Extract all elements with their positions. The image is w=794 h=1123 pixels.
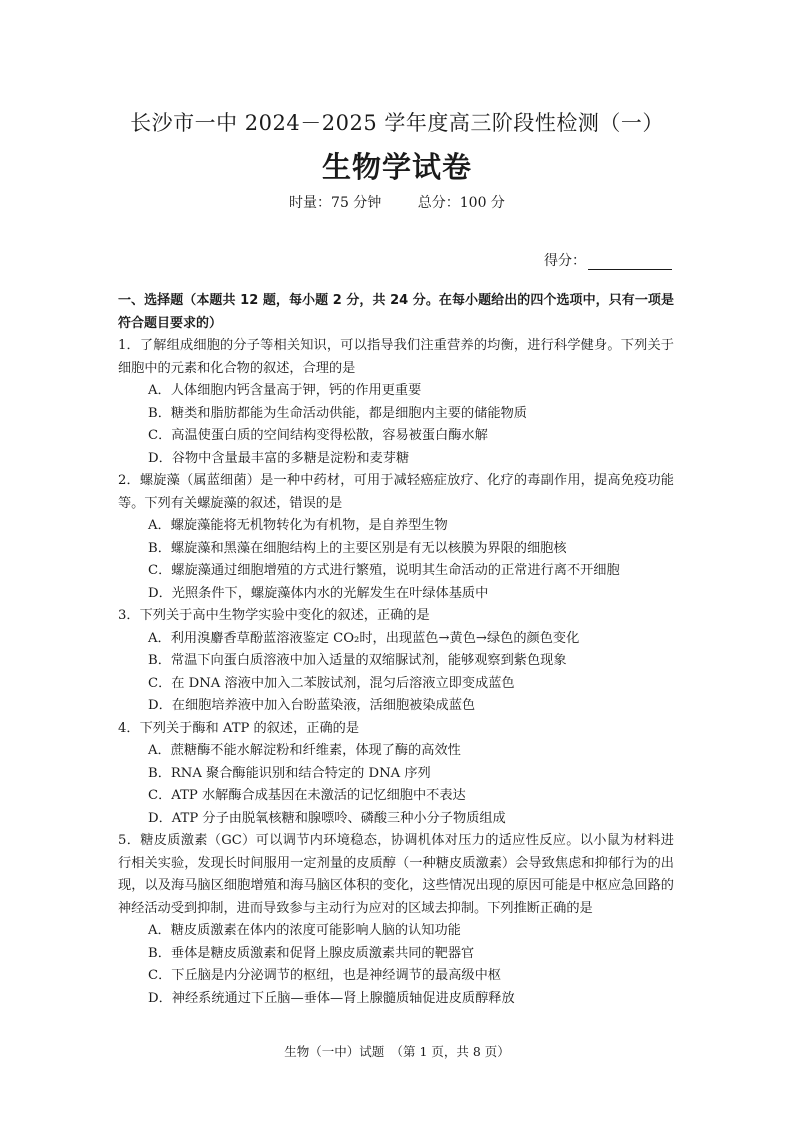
question-stem: 2．螺旋藻（属蓝细菌）是一种中药材，可用于减轻癌症放疗、化疗的毒副作用，提高免疫功能等。下列有关螺旋藻的叙述，错误的是: [118, 473, 674, 511]
question-4: [118, 718, 674, 831]
exam-meta: [0, 192, 794, 212]
question-stem: 3．下列关于高中生物学实验中变化的叙述，正确的是: [118, 608, 430, 623]
question-2: [118, 470, 674, 605]
option-c: C．在 DNA 溶液中加入二苯胺试剂，混匀后溶液立即变成蓝色: [148, 675, 515, 691]
page-footer: 生物（一中）试题 （第 1 页，共 8 页）: [284, 1044, 510, 1059]
question-1: [118, 335, 674, 470]
score-label: 得分：: [544, 253, 586, 269]
option-d: D．谷物中含量最丰富的多糖是淀粉和麦芽糖: [148, 450, 410, 466]
option-b: B．糖类和脂肪都能为生命活动供能，都是细胞内主要的储能物质: [148, 405, 527, 421]
option-c: C．高温使蛋白质的空间结构变得松散，容易被蛋白酶水解: [148, 428, 488, 443]
time-limit: 时量：75 分钟: [289, 195, 382, 211]
question-content: [118, 290, 674, 1010]
section-heading: 一、选择题（本题共 12 题，每小题 2 分，共 24 分。在每小题给出的四个选项中，只有一项是符合题目要求的）: [118, 293, 674, 331]
option-b: B．螺旋藻和黑藻在细胞结构上的主要区别是有无以核膜为界限的细胞核: [148, 540, 567, 556]
option-a: A．人体细胞内钙含量高于钾，钙的作用更重要: [148, 383, 422, 398]
option-b: B．RNA 聚合酶能识别和结合特定的 DNA 序列: [148, 765, 431, 781]
option-c: C．螺旋藻通过细胞增殖的方式进行繁殖，说明其生命活动的正常进行离不开细胞: [148, 563, 620, 578]
option-b: B．常温下向蛋白质溶液中加入适量的双缩脲试剂，能够观察到紫色现象: [148, 653, 567, 668]
total-score: 总分：100 分: [417, 195, 505, 211]
option-c: C．下丘脑是内分泌调节的枢纽，也是神经调节的最高级中枢: [148, 968, 501, 983]
option-c: C．ATP 水解酶合成基因在未激活的记忆细胞中不表达: [148, 788, 466, 803]
option-b: B．垂体是糖皮质激素和促肾上腺皮质激素共同的靶器官: [148, 945, 475, 961]
question-stem: 5．糖皮质激素（GC）可以调节内环境稳态，协调机体对压力的适应性反应。以小鼠为材料进行相关实验，发现长时间服用一定剂量的皮质醇（一种糖皮质激素）会导致焦虑和抑郁行为的出现，以及海马脑区细胞增殖和海马脑区体积的变化，这些情况出现的原因可能是中枢应急回路的神经活动受到抑制，进而导致参与主动行为应对的区域去抑制。下列推断正确的是: [118, 833, 674, 916]
option-d: D．ATP 分子由脱氧核糖和腺嘌呤、磷酸三种小分子物质组成: [148, 810, 506, 826]
score-field: [544, 250, 672, 270]
option-d: D．神经系统通过下丘脑—垂体—肾上腺髓质轴促进皮质醇释放: [148, 990, 515, 1006]
exam-subtitle: 生物学试卷: [321, 150, 472, 184]
exam-title: 长沙市一中 2024－2025 学年度高三阶段性检测（一）: [130, 111, 664, 135]
option-a: A．螺旋藻能将无机物转化为有机物，是自养型生物: [148, 518, 448, 533]
option-d: D．在细胞培养液中加入台盼蓝染液，活细胞被染成蓝色: [148, 698, 476, 713]
question-5: [118, 830, 674, 1010]
option-a: A．糖皮质激素在体内的浓度可能影响人脑的认知功能: [148, 923, 461, 938]
question-stem: 4．下列关于酶和 ATP 的叙述，正确的是: [118, 720, 360, 736]
question-3: [118, 605, 674, 718]
option-a: A．蔗糖酶不能水解淀粉和纤维素，体现了酶的高效性: [148, 743, 461, 758]
score-blank: [588, 255, 672, 270]
option-a: A．利用溴麝香草酚蓝溶液鉴定 CO₂时，出现蓝色→黄色→绿色的颜色变化: [148, 630, 580, 646]
option-d: D．光照条件下，螺旋藻体内水的光解发生在叶绿体基质中: [148, 585, 489, 601]
question-stem: 1．了解组成细胞的分子等相关知识，可以指导我们注重营养的均衡，进行科学健身。下列关于细胞中的元素和化合物的叙述，合理的是: [118, 338, 674, 376]
